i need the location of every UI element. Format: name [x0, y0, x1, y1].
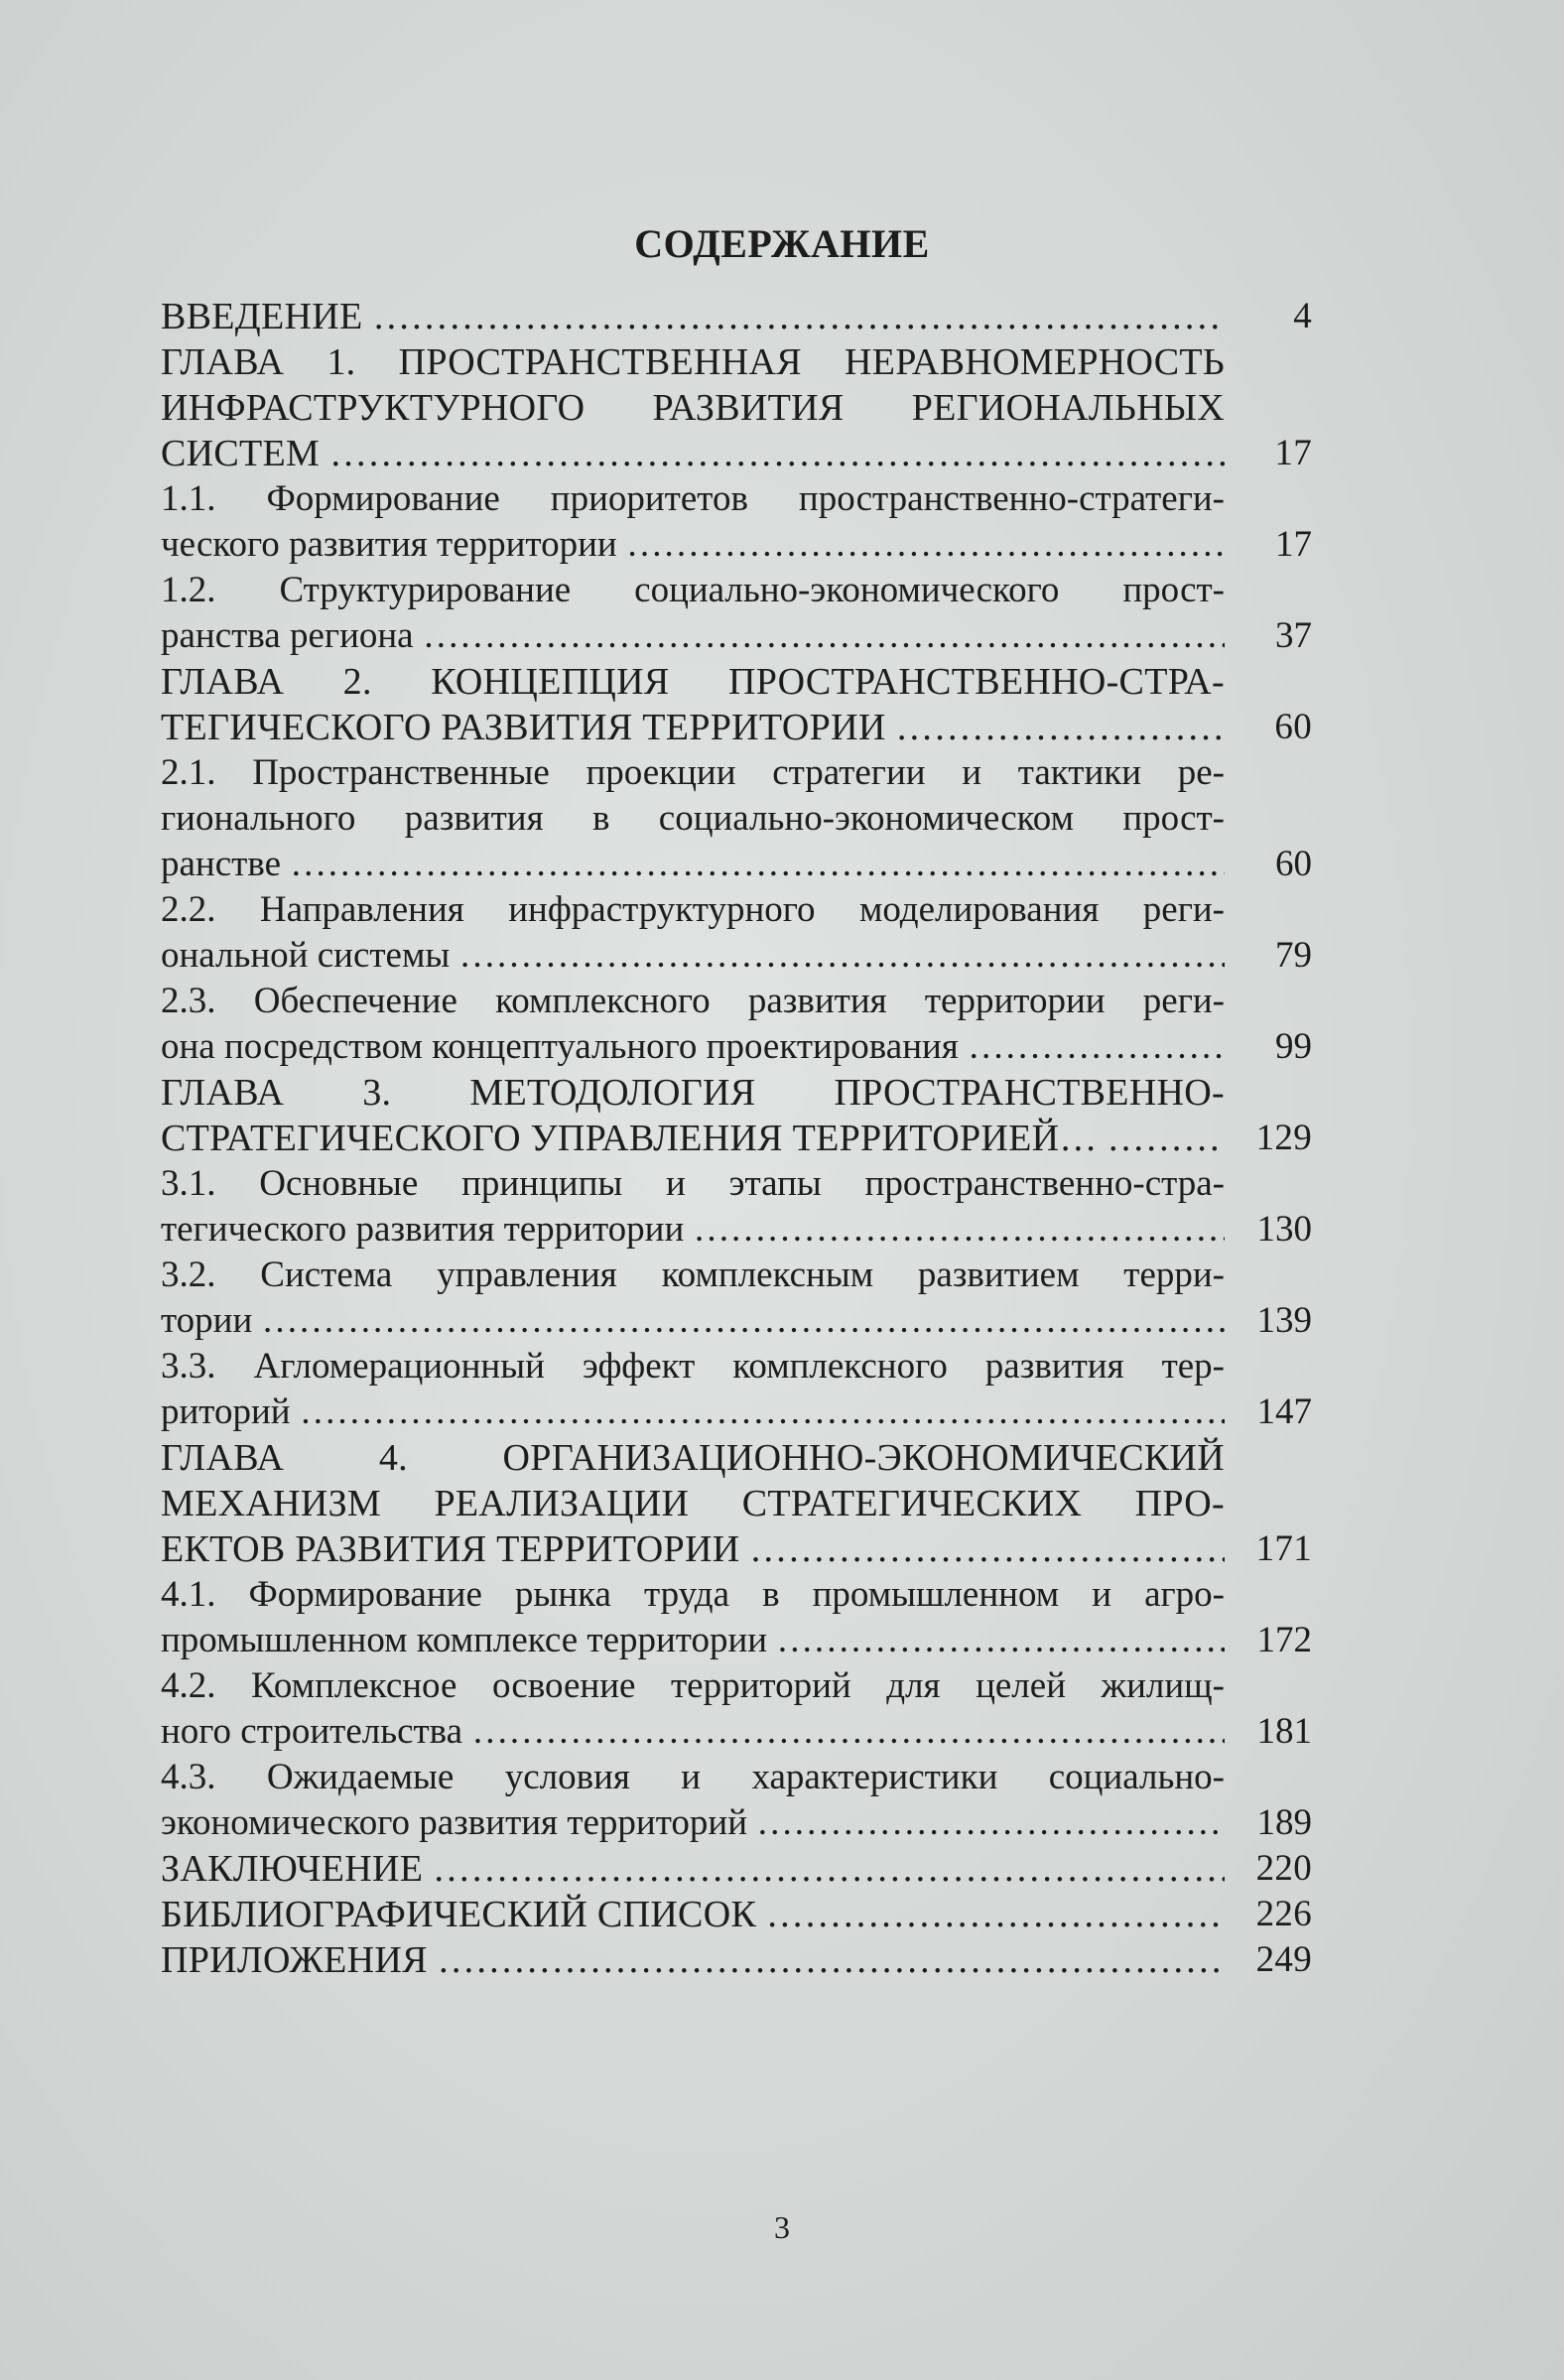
toc-entry-line: промышленном комплексе территории …………………………………………………………………………………………………………………… [161, 1618, 1225, 1663]
toc-entry-line: ЗАКЛЮЧЕНИЕ …………………………………………………………………………………………………………………… [161, 1846, 1225, 1892]
toc-entry-page: 249 [1255, 1939, 1312, 1980]
toc-entry-line: 3.3. Агломерационный эффект комплексного развития тер- [161, 1346, 1225, 1387]
toc-entry-page: 181 [1256, 1711, 1312, 1752]
toc-entry-line: экономического развития территорий …………………………………………………………………………………………………………………… [161, 1800, 1225, 1846]
toc-entry-line: 1.2. Структурирование социально-экономического прост- [161, 570, 1225, 610]
toc-entry [161, 1344, 1312, 1435]
toc-entry-line: ональной системы …………………………………………………………………………………………………………………… [161, 933, 1225, 979]
toc-entry-line: 2.1. Пространственные проекции стратегии и тактики ре- [161, 752, 1225, 793]
dot-leader [363, 296, 1225, 337]
toc-entry-page: 60 [1275, 844, 1312, 884]
toc-entry-line: тегического развития территории …………………………………………………………………………………………………………………… [161, 1207, 1225, 1253]
toc-entry [161, 1572, 1312, 1663]
toc-entry [161, 476, 1312, 568]
toc-entry-line: 1.1. Формирование приоритетов пространственно-стратеги- [161, 478, 1225, 519]
dot-leader [462, 1711, 1225, 1752]
toc-entry [161, 1937, 1312, 1983]
toc-entry-line: ранстве …………………………………………………………………………………………………………………… [161, 842, 1225, 887]
toc-entry-line: ческого развития территории …………………………………………………………………………………………………………………… [161, 522, 1225, 568]
dot-leader [617, 524, 1225, 565]
dot-leader [252, 1300, 1225, 1341]
dot-leader [1098, 1118, 1225, 1159]
toc-entry-page: 17 [1275, 524, 1312, 565]
toc-entry-line: 4.3. Ожидаемые условия и характеристики социально- [161, 1757, 1225, 1797]
dot-leader [281, 844, 1225, 884]
dot-leader [450, 935, 1225, 976]
toc-entry-page: 172 [1256, 1620, 1312, 1660]
toc-entry-line: ГЛАВА 4. ОРГАНИЗАЦИОННО-ЭКОНОМИЧЕСКИЙ [161, 1437, 1225, 1479]
toc-heading: СОДЕРЖАНИЕ [634, 221, 930, 266]
toc-entry [161, 1755, 1312, 1846]
toc-entry-page: 37 [1275, 615, 1312, 656]
toc-entry-page: 139 [1256, 1300, 1312, 1341]
toc-entry-line: СТРАТЕГИЧЕСКОГО УПРАВЛЕНИЯ ТЕРРИТОРИЕЙ… …………………………………………………………………………………………………………………… [161, 1116, 1225, 1161]
toc-entry [161, 659, 1312, 750]
toc-entry-line: гионального развития в социально-экономическом прост- [161, 798, 1225, 839]
toc-entry-line: БИБЛИОГРАФИЧЕСКИЙ СПИСОК …………………………………………………………………………………………………………………… [161, 1892, 1225, 1937]
toc-entry-line: 4.2. Комплексное освоение территорий для целей жилищ- [161, 1665, 1225, 1706]
toc-entry-page: 220 [1255, 1848, 1312, 1889]
toc-entry-line: ГЛАВА 2. КОНЦЕПЦИЯ ПРОСТРАНСТВЕННО-СТРА- [161, 661, 1225, 703]
toc-entry-line: ПРИЛОЖЕНИЯ …………………………………………………………………………………………………………………… [161, 1937, 1225, 1983]
toc-entry-page: 17 [1274, 433, 1312, 473]
toc-entry [161, 1892, 1312, 1937]
toc-entry-page: 129 [1255, 1118, 1312, 1158]
dot-leader [428, 1939, 1225, 1981]
dot-leader [767, 1620, 1225, 1660]
toc-entry [161, 1253, 1312, 1344]
toc-entry-page: 60 [1274, 707, 1312, 747]
toc-entry-line: ранства региона …………………………………………………………………………………………………………………… [161, 613, 1225, 659]
toc-entry [161, 887, 1312, 979]
toc-entry-line: ГЛАВА 1. ПРОСТРАНСТВЕННАЯ НЕРАВНОМЕРНОСТЬ [161, 341, 1225, 383]
toc-entry [161, 1070, 1312, 1161]
toc-entry-line: тории …………………………………………………………………………………………………………………… [161, 1298, 1225, 1344]
toc-entry-page: 189 [1256, 1802, 1312, 1843]
dot-leader [886, 707, 1225, 748]
toc-entry-line: МЕХАНИЗМ РЕАЛИЗАЦИИ СТРАТЕГИЧЕСКИХ ПРО- [161, 1483, 1225, 1524]
toc-entry-line: ИНФРАСТРУКТУРНОГО РАЗВИТИЯ РЕГИОНАЛЬНЫХ [161, 387, 1225, 429]
toc-entry-page: 226 [1255, 1894, 1312, 1934]
toc-entry [161, 294, 1312, 339]
toc-entry-line: ТЕГИЧЕСКОГО РАЗВИТИЯ ТЕРРИТОРИИ …………………………………………………………………………………………………………………… [161, 705, 1225, 750]
toc-entry-page: 79 [1275, 935, 1312, 976]
dot-leader [959, 1026, 1225, 1067]
dot-leader [739, 1528, 1225, 1570]
toc-entry-line: 4.1. Формирование рынка труда в промышленном и агро- [161, 1574, 1225, 1615]
toc-entry-line: 2.2. Направления инфраструктурного моделирования реги- [161, 889, 1225, 930]
toc-entry-line: СИСТЕМ …………………………………………………………………………………………………………………… [161, 431, 1225, 476]
dot-leader [756, 1894, 1225, 1935]
toc-entry-line: 3.1. Основные принципы и этапы пространственно-стра- [161, 1163, 1225, 1204]
dot-leader [684, 1209, 1225, 1250]
toc-entry [161, 1846, 1312, 1892]
toc-entry-page: 4 [1293, 296, 1312, 336]
toc-entry [161, 339, 1312, 476]
toc-entry-line: ЕКТОВ РАЗВИТИЯ ТЕРРИТОРИИ …………………………………………………………………………………………………………………… [161, 1526, 1225, 1572]
toc-entry [161, 1161, 1312, 1253]
toc-entry-line: она посредством концептуального проектирования …………………………………………………………………………………………………………………… [161, 1024, 1225, 1070]
dot-leader [747, 1802, 1225, 1843]
dot-leader [291, 1391, 1225, 1432]
toc-entry-line: 3.2. Система управления комплексным развитием терри- [161, 1255, 1225, 1295]
toc-entry [161, 1663, 1312, 1755]
dot-leader [414, 615, 1225, 656]
page-number: 3 [774, 2209, 790, 2245]
dot-leader [320, 433, 1225, 474]
toc-entry [161, 979, 1312, 1070]
table-of-contents [161, 294, 1312, 1983]
toc-entry-page: 99 [1275, 1026, 1312, 1067]
toc-entry [161, 568, 1312, 659]
toc-entry-line: ного строительства …………………………………………………………………………………………………………………… [161, 1709, 1225, 1755]
toc-entry-page: 147 [1256, 1391, 1312, 1432]
toc-entry-page: 130 [1256, 1209, 1312, 1250]
dot-leader [423, 1848, 1225, 1890]
toc-entry-line: риторий …………………………………………………………………………………………………………………… [161, 1389, 1225, 1435]
toc-entry-line: ГЛАВА 3. МЕТОДОЛОГИЯ ПРОСТРАНСТВЕННО- [161, 1072, 1225, 1114]
toc-entry [161, 750, 1312, 887]
toc-entry-line: ВВЕДЕНИЕ …………………………………………………………………………………………………………………… [161, 294, 1225, 339]
toc-entry-page: 171 [1255, 1528, 1312, 1569]
toc-entry-line: 2.3. Обеспечение комплексного развития территории реги- [161, 981, 1225, 1021]
toc-entry [161, 1435, 1312, 1572]
